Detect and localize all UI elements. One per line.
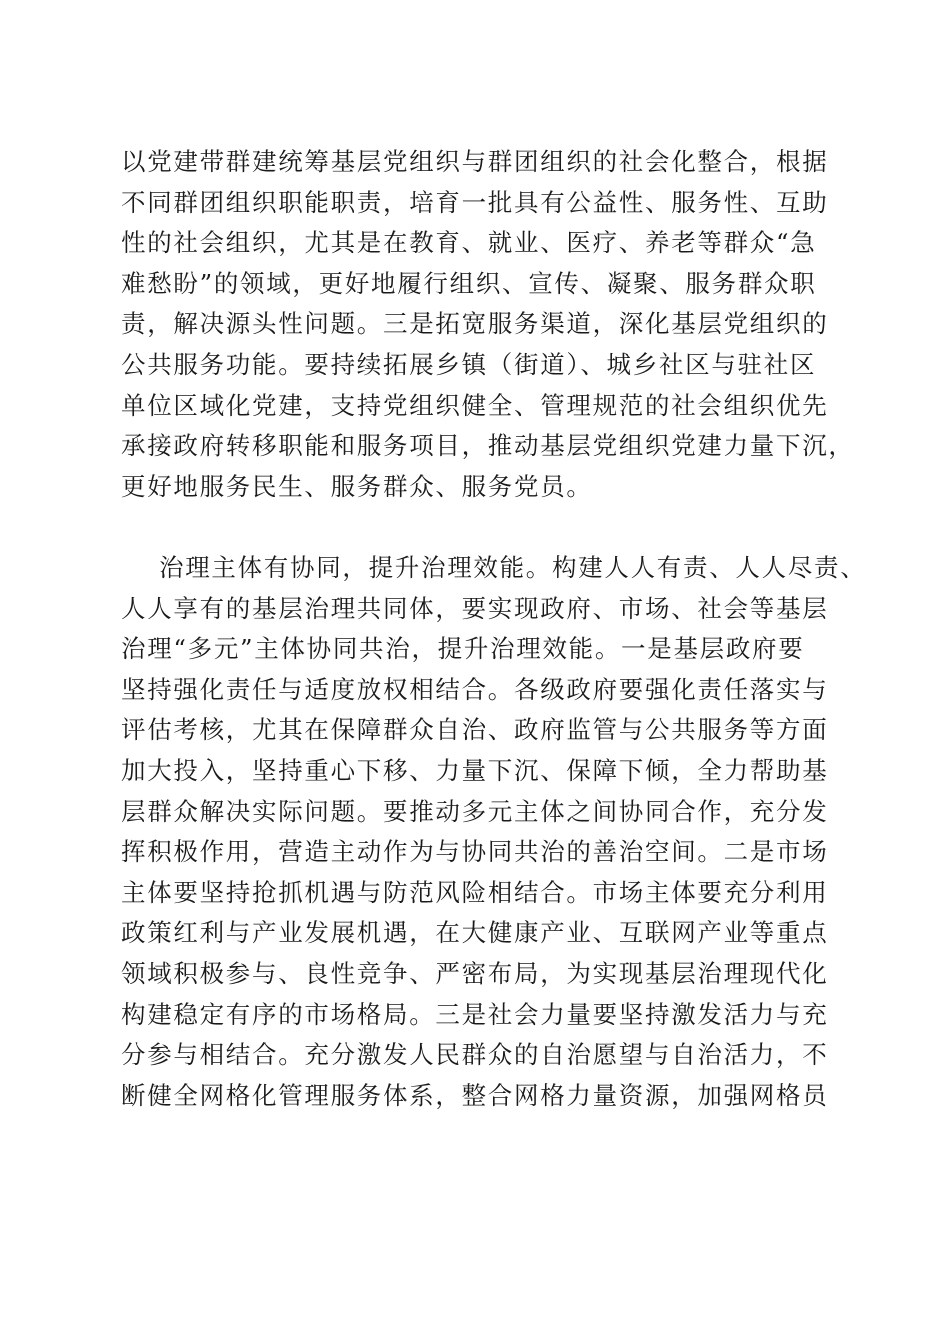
text-line: 更好地服务民生、服务群众、服务党员。	[121, 471, 593, 501]
text-line: 人人享有的基层治理共同体，要实现政府、市场、社会等基层	[121, 593, 829, 623]
text-line: 公共服务功能。要持续拓展乡镇（街道）、城乡社区与驻社区	[121, 349, 817, 379]
text-line: 构建稳定有序的市场格局。三是社会力量要坚持激发活力与充	[121, 999, 829, 1029]
text-line: 以党建带群建统筹基层党组织与群团组织的社会化整合，根据	[121, 147, 829, 176]
text-line: 加大投入，坚持重心下移、力量下沉、保障下倾，全力帮助基	[121, 755, 829, 785]
text-line: 挥积极作用，营造主动作为与协同共治的善治空间。二是市场	[121, 837, 829, 867]
text-line: 性的社会组织，尤其是在教育、就业、医疗、养老等群众“急	[121, 228, 817, 258]
text-line: 分参与相结合。充分激发人民群众的自治愿望与自治活力，不	[121, 1040, 829, 1070]
text-line: 评估考核，尤其在保障群众自治、政府监管与公共服务等方面	[121, 715, 829, 745]
text-line: 责，解决源头性问题。三是拓宽服务渠道，深化基层党组织的	[121, 309, 829, 339]
text-line: 治理“多元”主体协同共治，提升治理效能。一是基层政府要	[121, 634, 805, 664]
text-line: 主体要坚持抢抓机遇与防范风险相结合。市场主体要充分利用	[121, 877, 829, 907]
text-line: 领域积极参与、良性竞争、严密布局，为实现基层治理现代化	[121, 958, 829, 988]
paragraph-continued	[121, 142, 855, 507]
text-line: 承接政府转移职能和服务项目，推动基层党组织党建力量下沉，	[121, 431, 855, 461]
text-line: 难愁盼”的领域，更好地履行组织、宣传、凝聚、服务群众职	[121, 268, 817, 298]
text-line: 治理主体有协同，提升治理效能。构建人人有责、人人尽责、	[159, 553, 867, 582]
text-line: 层群众解决实际问题。要推动多元主体之间协同合作，充分发	[121, 796, 829, 826]
text-line: 政策红利与产业发展机遇，在大健康产业、互联网产业等重点	[121, 918, 829, 948]
paragraph-governance	[121, 548, 867, 1116]
text-line: 断健全网格化管理服务体系，整合网格力量资源，加强网格员	[121, 1080, 829, 1110]
text-line: 坚持强化责任与适度放权相结合。各级政府要强化责任落实与	[121, 674, 829, 704]
text-line: 单位区域化党建，支持党组织健全、管理规范的社会组织优先	[121, 390, 829, 420]
text-line: 不同群团组织职能职责，培育一批具有公益性、服务性、互助	[121, 187, 829, 217]
